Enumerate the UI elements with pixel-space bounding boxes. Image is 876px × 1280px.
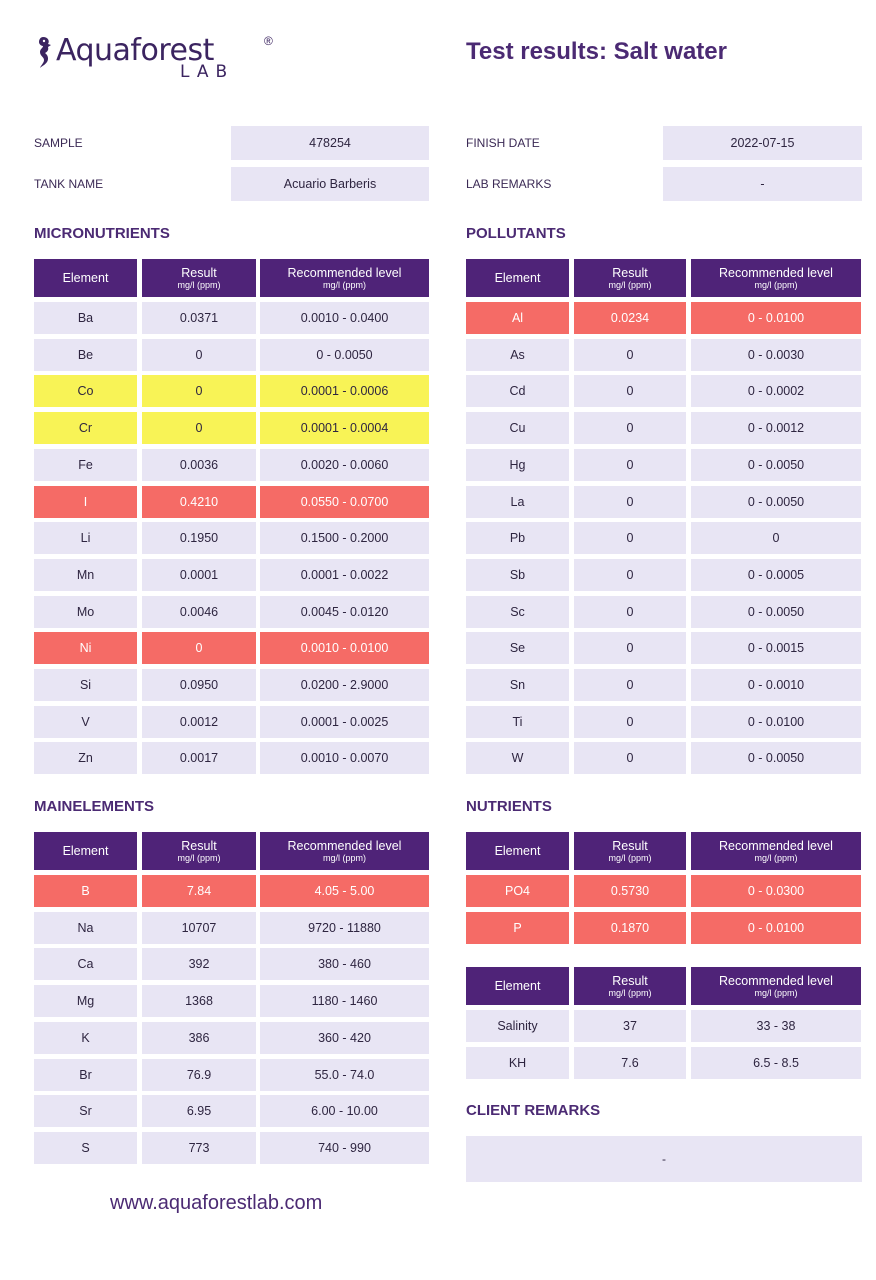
header-element (466, 259, 569, 297)
result-cell: 773 (142, 1132, 256, 1164)
result-cell: 76.9 (142, 1059, 256, 1091)
element-cell: B (34, 875, 137, 907)
sample-value: 478254 (231, 126, 429, 160)
recommended-cell: 0.0001 - 0.0022 (260, 559, 429, 591)
result-cell: 0.0001 (142, 559, 256, 591)
result-cell: 0 (142, 412, 256, 444)
result-cell: 0 (574, 596, 686, 628)
header-recommended-unit: mg/l (ppm) (754, 987, 798, 998)
recommended-cell: 0.0001 - 0.0004 (260, 412, 429, 444)
element-cell: Co (34, 375, 137, 407)
element-cell: Mo (34, 596, 137, 628)
pollutants-title: POLLUTANTS (466, 225, 566, 242)
result-cell: 10707 (142, 912, 256, 944)
element-cell: Se (466, 632, 569, 664)
website-link[interactable]: www.aquaforestlab.com (110, 1192, 323, 1214)
header-recommended (260, 832, 429, 870)
result-cell: 0 (574, 412, 686, 444)
header-result (142, 259, 256, 297)
finish-date-label: FINISH DATE (466, 136, 540, 150)
recommended-cell: 0 - 0.0015 (691, 632, 861, 664)
result-cell: 0 (574, 559, 686, 591)
header-result-label: Result (612, 265, 648, 280)
aquaforest-logo (34, 34, 284, 84)
header-result-label: Result (181, 838, 217, 853)
recommended-cell: 0.0010 - 0.0070 (260, 742, 429, 774)
result-cell: 0.5730 (574, 875, 686, 907)
result-cell: 0.0012 (142, 706, 256, 738)
result-cell: 0.0017 (142, 742, 256, 774)
result-cell: 6.95 (142, 1095, 256, 1127)
lab-remarks-label: LAB REMARKS (466, 177, 552, 191)
recommended-cell: 0.1500 - 0.2000 (260, 522, 429, 554)
recommended-cell: 55.0 - 74.0 (260, 1059, 429, 1091)
header-result-unit: mg/l (ppm) (608, 279, 652, 290)
element-cell: S (34, 1132, 137, 1164)
element-cell: Sn (466, 669, 569, 701)
brand-sub: LAB (180, 62, 235, 82)
element-cell: K (34, 1022, 137, 1054)
result-cell: 0.1870 (574, 912, 686, 944)
recommended-cell: 0.0045 - 0.0120 (260, 596, 429, 628)
element-cell: Si (34, 669, 137, 701)
element-cell: Li (34, 522, 137, 554)
header-recommended-label: Recommended level (719, 973, 833, 988)
header-recommended-label: Recommended level (287, 838, 402, 853)
header-result-label: Result (612, 838, 648, 853)
element-cell: Sc (466, 596, 569, 628)
element-cell: Mg (34, 985, 137, 1017)
element-cell: Al (466, 302, 569, 334)
recommended-cell: 6.5 - 8.5 (691, 1047, 861, 1079)
element-cell: Na (34, 912, 137, 944)
recommended-cell: 1180 - 1460 (260, 985, 429, 1017)
result-cell: 0.1950 (142, 522, 256, 554)
result-cell: 0 (574, 375, 686, 407)
recommended-cell: 0.0200 - 2.9000 (260, 669, 429, 701)
recommended-cell: 0 - 0.0010 (691, 669, 861, 701)
recommended-cell: 6.00 - 10.00 (260, 1095, 429, 1127)
recommended-cell: 0 - 0.0012 (691, 412, 861, 444)
recommended-cell: 0.0550 - 0.0700 (260, 486, 429, 518)
micronutrients-title: MICRONUTRIENTS (34, 225, 170, 242)
recommended-cell: 0.0010 - 0.0100 (260, 632, 429, 664)
nutrients-title: NUTRIENTS (466, 798, 552, 815)
finish-date-value: 2022-07-15 (663, 126, 862, 160)
header-result (574, 967, 686, 1005)
element-cell: PO4 (466, 875, 569, 907)
result-cell: 0 (574, 522, 686, 554)
header-recommended (691, 259, 861, 297)
element-cell: W (466, 742, 569, 774)
element-cell: Zn (34, 742, 137, 774)
header-result-label: Result (181, 265, 217, 280)
result-cell: 392 (142, 948, 256, 980)
result-cell: 0.0371 (142, 302, 256, 334)
header-result (574, 259, 686, 297)
element-cell: I (34, 486, 137, 518)
element-cell: Fe (34, 449, 137, 481)
result-cell: 0 (142, 339, 256, 371)
result-cell: 0.0234 (574, 302, 686, 334)
element-cell: V (34, 706, 137, 738)
brand-name: Aquaforest (56, 33, 214, 68)
element-cell: Cd (466, 375, 569, 407)
client-remarks-value: - (466, 1136, 862, 1182)
recommended-cell: 360 - 420 (260, 1022, 429, 1054)
sample-label: SAMPLE (34, 136, 83, 150)
header-element (466, 832, 569, 870)
header-element-label: Element (62, 844, 109, 858)
lab-remarks-value: - (663, 167, 862, 201)
header-recommended-unit: mg/l (ppm) (322, 852, 366, 863)
recommended-cell: 0 (691, 522, 861, 554)
recommended-cell: 0.0001 - 0.0006 (260, 375, 429, 407)
result-cell: 7.6 (574, 1047, 686, 1079)
seahorse-icon (34, 36, 54, 70)
recommended-cell: 0.0020 - 0.0060 (260, 449, 429, 481)
element-cell: KH (466, 1047, 569, 1079)
header-recommended (691, 832, 861, 870)
recommended-cell: 0 - 0.0100 (691, 912, 861, 944)
registered-mark: ® (264, 34, 273, 48)
element-cell: Cu (466, 412, 569, 444)
result-cell: 0 (142, 632, 256, 664)
header-element (466, 967, 569, 1005)
result-cell: 0 (574, 486, 686, 518)
element-cell: Mn (34, 559, 137, 591)
header-result-unit: mg/l (ppm) (177, 279, 221, 290)
mainelements-title: MAINELEMENTS (34, 798, 154, 815)
header-result (574, 832, 686, 870)
header-result-unit: mg/l (ppm) (177, 852, 221, 863)
result-cell: 386 (142, 1022, 256, 1054)
recommended-cell: 0 - 0.0050 (260, 339, 429, 371)
header-element-label: Element (494, 979, 541, 993)
recommended-cell: 0.0010 - 0.0400 (260, 302, 429, 334)
header-recommended-unit: mg/l (ppm) (322, 279, 366, 290)
recommended-cell: 0 - 0.0002 (691, 375, 861, 407)
element-cell: Salinity (466, 1010, 569, 1042)
recommended-cell: 740 - 990 (260, 1132, 429, 1164)
element-cell: Be (34, 339, 137, 371)
element-cell: Cr (34, 412, 137, 444)
header-element (34, 832, 137, 870)
result-cell: 37 (574, 1010, 686, 1042)
header-recommended-label: Recommended level (287, 265, 402, 280)
header-element-label: Element (494, 271, 541, 285)
recommended-cell: 33 - 38 (691, 1010, 861, 1042)
tank-name-value: Acuario Barberis (231, 167, 429, 201)
element-cell: La (466, 486, 569, 518)
recommended-cell: 0 - 0.0050 (691, 449, 861, 481)
element-cell: Hg (466, 449, 569, 481)
result-cell: 0 (574, 449, 686, 481)
result-cell: 0 (574, 669, 686, 701)
recommended-cell: 9720 - 11880 (260, 912, 429, 944)
recommended-cell: 0 - 0.0030 (691, 339, 861, 371)
element-cell: Sb (466, 559, 569, 591)
header-recommended-unit: mg/l (ppm) (754, 852, 798, 863)
header-recommended (260, 259, 429, 297)
result-cell: 7.84 (142, 875, 256, 907)
element-cell: Ca (34, 948, 137, 980)
header-recommended (691, 967, 861, 1005)
result-cell: 1368 (142, 985, 256, 1017)
recommended-cell: 0 - 0.0050 (691, 486, 861, 518)
element-cell: Ti (466, 706, 569, 738)
result-cell: 0.0036 (142, 449, 256, 481)
result-cell: 0.0950 (142, 669, 256, 701)
recommended-cell: 0 - 0.0100 (691, 302, 861, 334)
result-cell: 0 (142, 375, 256, 407)
element-cell: Sr (34, 1095, 137, 1127)
header-result-unit: mg/l (ppm) (608, 987, 652, 998)
element-cell: Pb (466, 522, 569, 554)
result-cell: 0 (574, 742, 686, 774)
element-cell: As (466, 339, 569, 371)
recommended-cell: 0 - 0.0300 (691, 875, 861, 907)
header-result-label: Result (612, 973, 648, 988)
header-element-label: Element (62, 271, 109, 285)
result-cell: 0.4210 (142, 486, 256, 518)
result-cell: 0 (574, 706, 686, 738)
element-cell: Br (34, 1059, 137, 1091)
client-remarks-title: CLIENT REMARKS (466, 1102, 601, 1119)
recommended-cell: 380 - 460 (260, 948, 429, 980)
element-cell: P (466, 912, 569, 944)
header-recommended-unit: mg/l (ppm) (754, 279, 798, 290)
result-cell: 0 (574, 632, 686, 664)
recommended-cell: 0 - 0.0050 (691, 742, 861, 774)
header-element-label: Element (494, 844, 541, 858)
recommended-cell: 0.0001 - 0.0025 (260, 706, 429, 738)
header-result-unit: mg/l (ppm) (608, 852, 652, 863)
recommended-cell: 0 - 0.0100 (691, 706, 861, 738)
header-recommended-label: Recommended level (719, 265, 833, 280)
result-cell: 0.0046 (142, 596, 256, 628)
element-cell: Ba (34, 302, 137, 334)
header-element (34, 259, 137, 297)
page-title: Test results: Salt water (466, 38, 727, 65)
result-cell: 0 (574, 339, 686, 371)
recommended-cell: 0 - 0.0005 (691, 559, 861, 591)
header-recommended-label: Recommended level (719, 838, 833, 853)
element-cell: Ni (34, 632, 137, 664)
header-result (142, 832, 256, 870)
recommended-cell: 0 - 0.0050 (691, 596, 861, 628)
tank-name-label: TANK NAME (34, 177, 104, 191)
recommended-cell: 4.05 - 5.00 (260, 875, 429, 907)
